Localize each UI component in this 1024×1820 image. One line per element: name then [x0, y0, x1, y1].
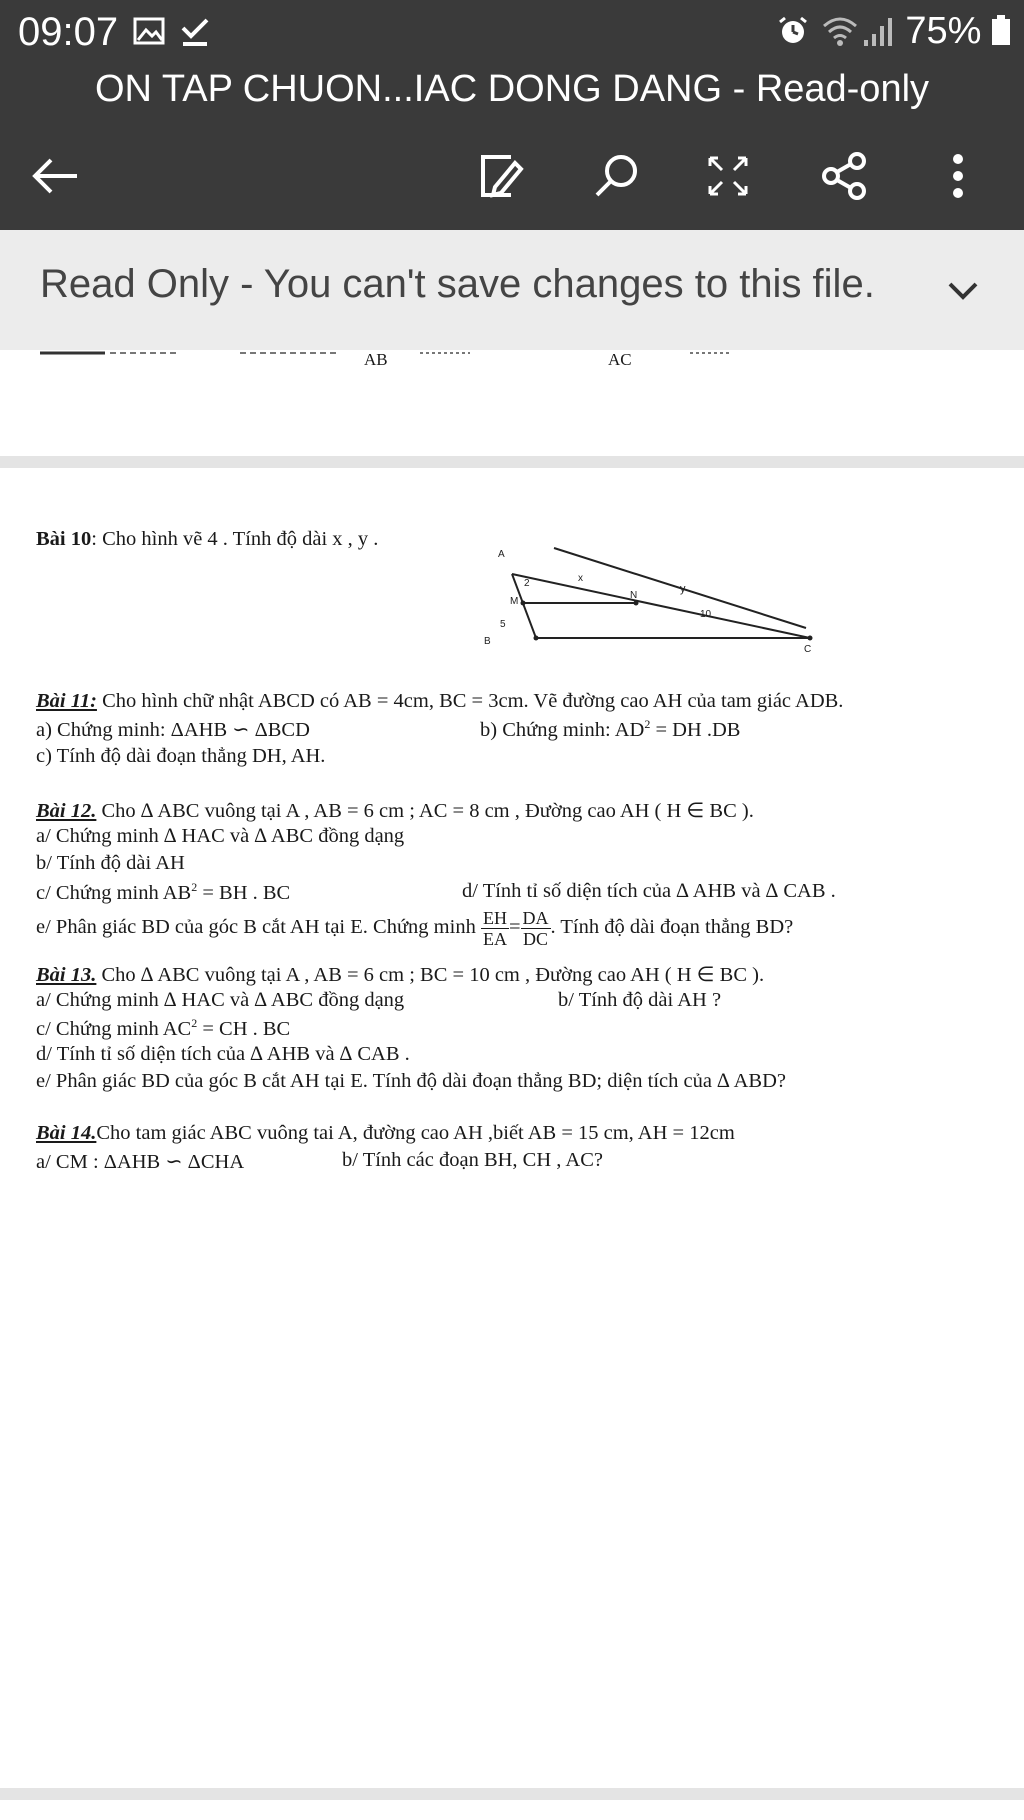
chevron-down-icon[interactable] [938, 266, 988, 316]
share-button[interactable] [814, 146, 874, 206]
app-bar [0, 64, 1024, 230]
signal-icon [862, 14, 898, 48]
bai12-part-b: b/ Tính độ dài AH [36, 852, 185, 874]
share-icon [819, 151, 869, 201]
bai13-c-rest: = CH . BC [197, 1017, 291, 1040]
bai12-text: Cho ∆ ABC vuông tại A , AB = 6 cm ; AC = 8 cm , Đường cao AH ( H ∈ BC ). [96, 800, 754, 822]
bai12-c-text: c/ Chứng minh AB [36, 881, 192, 904]
bai13-text: Cho ∆ ABC vuông tại A , AB = 6 cm ; BC = 10 cm , Đường cao AH ( H ∈ BC ). [96, 964, 765, 986]
search-icon [591, 151, 641, 201]
fullscreen-icon [704, 152, 752, 200]
bai13-part-d: d/ Tính tỉ số diện tích của ∆ AHB và ∆ CAB . [36, 1043, 410, 1065]
bai14-label: Bài 14. [36, 1122, 97, 1144]
bai12-c-exp: 2 [191, 880, 198, 894]
status-bar [0, 0, 1024, 64]
fraction-da-dc [521, 908, 551, 949]
page-bottom-divider [0, 1788, 1024, 1800]
battery-percent: 75% [905, 10, 982, 52]
fullscreen-button[interactable] [698, 146, 758, 206]
bai13-c-exp: 2 [191, 1016, 198, 1030]
label-mb: 5 [500, 619, 506, 630]
label-mn: 10 [700, 609, 712, 620]
gallery-icon [132, 14, 166, 48]
fragment-ac: AC [608, 350, 632, 369]
bai12-line1 [36, 798, 754, 823]
battery-icon [992, 15, 1010, 45]
label-x: x [578, 573, 583, 584]
document-page[interactable] [0, 350, 1024, 1820]
edit-icon [475, 151, 525, 201]
bai11-b-rest: = DH .DB [650, 718, 741, 741]
bai13-line1 [36, 962, 764, 987]
read-only-message: Read Only - You can't save changes to this file. [40, 262, 875, 306]
frac1-den: EA [482, 929, 507, 949]
read-only-banner [0, 230, 1024, 350]
bai12-part-c [36, 880, 290, 905]
back-button[interactable] [26, 146, 86, 206]
bai11-part-a: a) Chứng minh: ΔAHB ∽ ΔBCD [36, 719, 310, 741]
bai14-line1 [36, 1122, 735, 1145]
bai12-e-text: e/ Phân giác BD của góc B cắt AH tại E. Chứng minh [36, 916, 481, 939]
fraction-eh-ea [481, 908, 509, 949]
edit-button[interactable] [470, 146, 530, 206]
figure-lines [512, 548, 813, 641]
label-y: y [680, 583, 686, 595]
bai13-c-text: c/ Chứng minh AC [36, 1017, 192, 1040]
bai10-line [36, 528, 378, 551]
frac-equals: = [508, 916, 521, 939]
bai11-b-exp: 2 [644, 717, 651, 731]
fragment-ab: AB [364, 350, 388, 369]
bai11-b-text: b) Chứng minh: AD [480, 718, 645, 741]
bai11-label: Bài 11: [36, 690, 97, 712]
bai10-text: : Cho hình vẽ 4 . Tính độ dài x , y . [91, 528, 379, 550]
bai12-part-d: d/ Tính tỉ số diện tích của ∆ AHB và ∆ CAB . [462, 880, 836, 902]
bai13-part-b: b/ Tính độ dài AH ? [558, 989, 722, 1011]
bai12-part-a: a/ Chứng minh ∆ HAC và ∆ ABC đồng dạng [36, 825, 405, 847]
bai13-part-c [36, 1016, 290, 1041]
battery-level [905, 10, 1010, 53]
bai11-line1 [36, 690, 843, 713]
bai12-label: Bài 12. [36, 800, 97, 822]
bai14-part-a: a/ CM : ΔAHB ∽ ΔCHA [36, 1151, 245, 1173]
page-divider [0, 456, 1024, 468]
label-m: M [510, 596, 519, 607]
bai13-label: Bài 13. [36, 964, 97, 986]
label-b: B [484, 636, 491, 647]
bai11-part-c: c) Tính độ dài đoạn thẳng DH, AH. [36, 745, 326, 767]
wifi-icon [820, 14, 860, 48]
bai12-c-rest: = BH . BC [197, 881, 291, 904]
download-check-icon [178, 14, 212, 48]
label-a: A [498, 549, 505, 560]
label-c: C [804, 644, 812, 655]
bai14-text: Cho tam giác ABC vuông tai A, đường cao AH ,biết AB = 15 cm, AH = 12cm [96, 1122, 735, 1144]
figure-4-triangle [480, 540, 820, 690]
more-options-button[interactable] [928, 146, 988, 206]
document-title: ON TAP CHUON...IAC DONG DANG - Read-only [94, 68, 930, 110]
bai10-label: Bài 10 [36, 528, 92, 550]
frac2-den: DC [523, 929, 549, 949]
search-button[interactable] [586, 146, 646, 206]
frac2-num: DA [522, 908, 549, 928]
alarm-icon [776, 14, 810, 48]
bai14-part-b: b/ Tính các đoạn BH, CH , AC? [342, 1149, 603, 1171]
bai12-e-rest: . Tính độ dài đoạn thẳng BD? [550, 916, 794, 939]
bai11-text: Cho hình chữ nhật ABCD có AB = 4cm, BC = 3cm. Vẽ đường cao AH của tam giác ADB. [96, 690, 844, 712]
label-am: 2 [524, 578, 530, 589]
bai13-part-a: a/ Chứng minh ∆ HAC và ∆ ABC đồng dạng [36, 989, 405, 1011]
label-n: N [630, 590, 638, 601]
more-icon [948, 151, 968, 201]
bai13-part-e: e/ Phân giác BD của góc B cắt AH tại E. Tính độ dài đoạn thẳng BD; diện tích của ∆ ABD? [36, 1070, 787, 1092]
frac1-num: EH [482, 908, 507, 928]
status-time: 09:07 [18, 10, 119, 54]
bai11-part-b [480, 717, 740, 742]
bai12-part-e [36, 908, 793, 949]
back-arrow-icon [29, 156, 83, 196]
